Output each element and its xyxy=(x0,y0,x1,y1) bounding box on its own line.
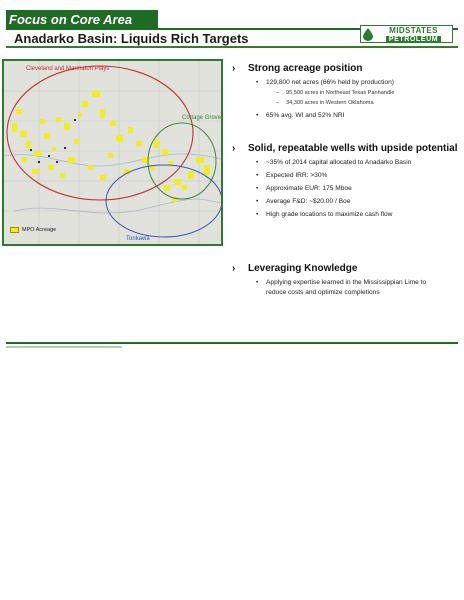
bullet-text: Applying expertise learned in the Mississippian Lime to reduce costs and optimize completions xyxy=(266,279,427,296)
chevron-right-icon: › xyxy=(232,63,236,74)
bullet-icon: • xyxy=(256,79,259,86)
footer-divider xyxy=(6,342,458,344)
section-title: Solid, repeatable wells with upside potential xyxy=(248,143,458,154)
bullet-item xyxy=(232,210,458,220)
bullet-text: Expected IRR: >30% xyxy=(266,172,328,179)
section-wells xyxy=(232,142,458,220)
bullet-item xyxy=(232,184,458,194)
acreage-map xyxy=(2,59,223,246)
legend-label: MPO Acreage xyxy=(22,227,57,233)
bullet-item xyxy=(232,171,458,181)
section-label: Focus on Core Area xyxy=(9,12,133,27)
footer-accent xyxy=(6,346,122,348)
logo-line1: MIDSTATES xyxy=(389,25,438,35)
bullet-item xyxy=(232,158,458,168)
section-acreage xyxy=(232,62,458,121)
map-label-tonkawa: Tonkawa xyxy=(126,236,150,242)
logo-line2: PETROLEUM xyxy=(386,36,441,43)
section-label-band xyxy=(6,10,158,29)
bullet-text: 129,800 net acres (66% held by production) xyxy=(266,79,394,86)
bullet-icon: • xyxy=(256,112,259,119)
bullet-icon: • xyxy=(256,279,259,286)
bullet-text: 65% avg. WI and 52% NRI xyxy=(266,112,345,119)
bullet-text: ~35% of 2014 capital allocated to Anadarko Basin xyxy=(266,159,412,166)
sub-bullet-item xyxy=(232,99,458,108)
bullet-icon: • xyxy=(256,159,259,166)
company-logo xyxy=(360,25,453,43)
bullet-icon: • xyxy=(256,185,259,192)
section-title: Leveraging Knowledge xyxy=(248,263,358,274)
slide-title: Anadarko Basin: Liquids Rich Targets xyxy=(14,31,249,46)
dash-icon: – xyxy=(276,90,280,96)
chevron-right-icon: › xyxy=(232,263,236,274)
oil-drop-icon xyxy=(361,26,375,42)
map-canvas xyxy=(4,61,221,244)
section-title: Strong acreage position xyxy=(248,63,363,74)
bullet-icon: • xyxy=(256,198,259,205)
bullet-icon: • xyxy=(256,172,259,179)
bullet-item xyxy=(232,111,458,121)
bullet-text: High grade locations to maximize cash flow xyxy=(266,211,393,218)
bullet-text: Average F&D: ~$20.00 / Boe xyxy=(266,198,351,205)
bullet-item xyxy=(232,197,458,207)
section-knowledge xyxy=(232,262,458,298)
sub-bullet-text: 34,300 acres in Western Oklahoma xyxy=(286,100,374,106)
bullet-item xyxy=(232,78,458,88)
sub-bullet-item xyxy=(232,89,458,98)
bullet-item xyxy=(232,278,458,298)
map-label-cottage-grove: Cottage Grove xyxy=(182,115,222,121)
bullet-icon: • xyxy=(256,211,259,218)
title-divider xyxy=(6,46,458,48)
chevron-right-icon: › xyxy=(232,143,236,154)
map-legend xyxy=(10,227,56,233)
legend-swatch xyxy=(10,227,19,233)
bullet-text: Approximate EUR: 175 Mboe xyxy=(266,185,352,192)
dash-icon: – xyxy=(276,100,280,106)
map-label-cleveland-marmaton: Cleveland and Marmaton Plays xyxy=(26,66,110,72)
sub-bullet-text: 95,500 acres in Northeast Texas Panhandle xyxy=(286,90,395,96)
